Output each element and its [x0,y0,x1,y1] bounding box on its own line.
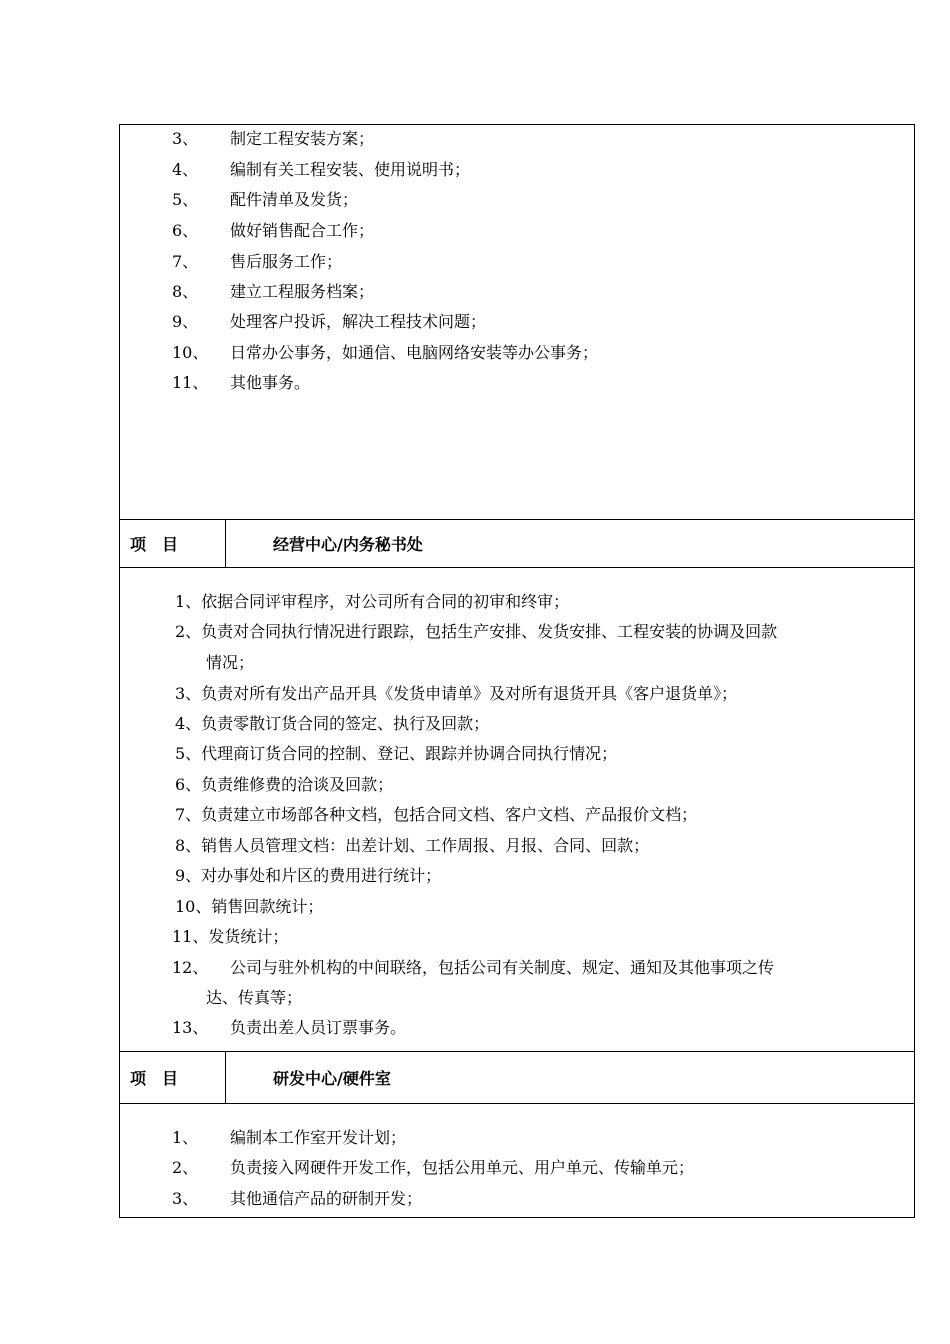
list-item: 做好销售配合工作； [230,221,375,240]
list-item-number: 4、 [172,160,199,179]
row-label: 项 目 [130,535,179,554]
list-item: 3、负责对所有发出产品开具《发货申请单》及对所有退货开具《客户退货单》； [175,684,738,703]
list-item-number: 2、 [172,1158,199,1177]
row-label: 项 目 [130,1069,179,1088]
list-item: 编制本工作室开发计划； [230,1128,407,1147]
list-item-number: 6、 [172,221,199,240]
list-item-number: 13、 [172,1018,209,1037]
column-divider [225,1051,226,1103]
list-item: 负责接入网硬件开发工作，包括公用单元、用户单元、传输单元； [230,1158,695,1177]
list-item: 负责出差人员订票事务。 [230,1018,407,1037]
list-item-number: 11、 [172,373,209,392]
list-item-number: 5、 [172,190,199,209]
list-item-number: 1、 [172,1128,199,1147]
column-divider [225,519,226,567]
list-item: 日常办公事务，如通信、电脑网络安装等办公事务； [230,343,599,362]
list-item: 配件清单及发货； [230,190,359,209]
section-title: 经营中心/内务秘书处 [273,535,423,554]
row-divider [119,1051,915,1052]
list-item: 7、负责建立市场部各种文档，包括合同文档、客户文档、产品报价文档； [175,805,698,824]
row-divider [119,1103,915,1104]
list-item: 5、代理商订货合同的控制、登记、跟踪并协调合同执行情况； [175,744,618,763]
section-title: 研发中心/硬件室 [273,1069,391,1088]
list-item: 其他通信产品的研制开发； [230,1189,423,1208]
list-item: 处理客户投诉，解决工程技术问题； [230,312,487,331]
list-item-number: 3、 [172,1189,199,1208]
list-item: 编制有关工程安装、使用说明书； [230,160,471,179]
list-item: 6、负责维修费的洽谈及回款； [175,775,394,794]
list-item: 10、销售回款统计； [175,897,324,916]
list-item: 公司与驻外机构的中间联络，包括公司有关制度、规定、通知及其他事项之传 [230,958,775,977]
list-item: 4、负责零散订货合同的签定、执行及回款； [175,714,490,733]
row-divider [119,567,915,568]
list-item: 9、对办事处和片区的费用进行统计； [175,866,442,885]
list-item: 11、发货统计； [172,927,289,946]
list-item: 售后服务工作； [230,252,343,271]
list-item-number: 12、 [172,958,209,977]
list-item: 1、依据合同评审程序，对公司所有合同的初审和终审； [175,592,570,611]
list-item: 制定工程安装方案； [230,129,375,148]
list-item-number: 10、 [172,343,209,362]
list-item: 建立工程服务档案； [230,282,375,301]
list-item: 8、销售人员管理文档：出差计划、工作周报、月报、合同、回款； [175,836,650,855]
row-divider [119,519,915,520]
list-item-continuation: 达、传真等； [206,988,303,1007]
list-item: 2、负责对合同执行情况进行跟踪，包括生产安排、发货安排、工程安装的协调及回款 [175,622,778,641]
list-item-number: 8、 [172,282,199,301]
list-item-continuation: 情况； [206,653,255,672]
list-item-number: 7、 [172,252,199,271]
list-item: 其他事务。 [230,373,311,392]
list-item-number: 9、 [172,312,199,331]
list-item-number: 3、 [172,129,199,148]
